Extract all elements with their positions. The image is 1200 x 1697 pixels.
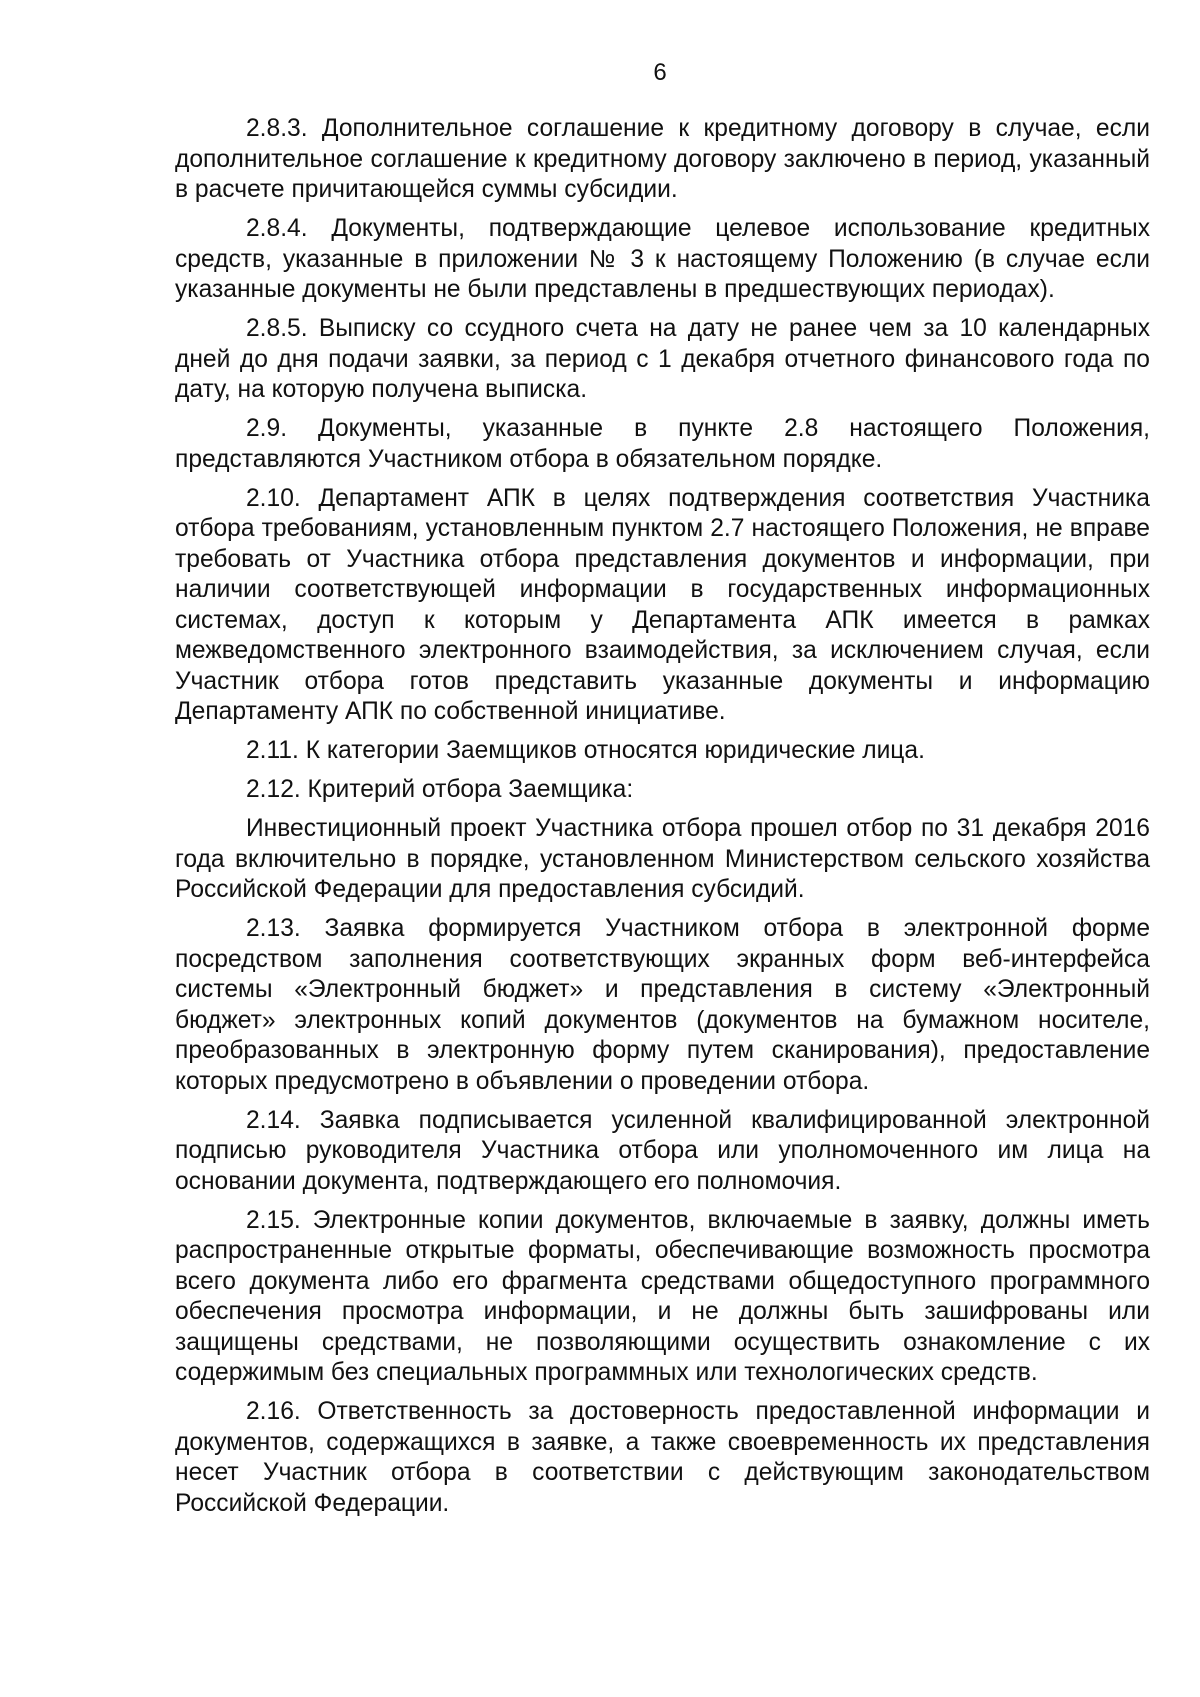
paragraph-2-8-5: 2.8.5. Выписку со ссудного счета на дату не ранее чем за 10 календарных дней до дня подачи заявки, за период с 1 декабря отчетного финансового года по дату, на которую получена выписка. [175, 315, 1150, 403]
paragraph-2-11: 2.11. К категории Заемщиков относятся юридические лица. [246, 737, 925, 764]
paragraph-2-16: 2.16. Ответственность за достоверность предоставленной информации и документов, содержащихся в заявке, а также своевременность их представления несет Участник отбора в соответствии с действующим законодательством Российской Федерации. [175, 1398, 1150, 1517]
paragraph-2-14: 2.14. Заявка подписывается усиленной квалифицированной электронной подписью руководителя Участника отбора или уполномоченного им лица на основании документа, подтверждающего его полномочия. [175, 1106, 1150, 1195]
paragraph-2-15: 2.15. Электронные копии документов, включаемые в заявку, должны иметь распространенные открытые форматы, обеспечивающие возможность просмотра всего документа либо его фрагмента средствами общедоступного программного обеспечения просмотра информации, и не должны быть зашифрованы или защищены средствами, не позволяющими осуществить ознакомление с их содержимым без специальных программных или технологических средств. [175, 1206, 1150, 1386]
paragraph-2-12: 2.12. Критерий отбора Заемщика: [246, 776, 634, 803]
document-body [175, 114, 1150, 1528]
page-number: 6 [653, 59, 667, 86]
paragraph-2-8-3: 2.8.3. Дополнительное соглашение к кредитному договору в случае, если дополнительное соглашение к кредитному договору заключено в период, указанный в расчете причитающейся суммы субсидии. [175, 115, 1150, 203]
paragraph-2-13: 2.13. Заявка формируется Участником отбора в электронной форме посредством заполнения соответствующих экранных форм веб-интерфейса системы «Электронный бюджет» и представления в систему «Электронный бюджет» электронных копий документов (документов на бумажном носителе, преобразованных в электронную форму путем сканирования), предоставление которых предусмотрено в объявлении о проведении отбора. [175, 915, 1150, 1095]
paragraph-2-9: 2.9. Документы, указанные в пункте 2.8 настоящего Положения, представляются Участником отбора в обязательном порядке. [175, 415, 1150, 473]
paragraph-2-12-criterion: Инвестиционный проект Участника отбора прошел отбор по 31 декабря 2016 года включительно в порядке, установленном Министерством сельского хозяйства Российской Федерации для предоставления субсидий. [175, 815, 1150, 903]
paragraph-2-8-4: 2.8.4. Документы, подтверждающие целевое использование кредитных средств, указанные в приложении № 3 к настоящему Положению (в случае если указанные документы не были представлены в предшествующих периодах). [175, 215, 1150, 303]
paragraph-2-10: 2.10. Департамент АПК в целях подтверждения соответствия Участника отбора требованиям, установленным пунктом 2.7 настоящего Положения, не вправе требовать от Участника отбора представления документов и информации, при наличии соответствующей информации в государственных информационных системах, доступ к которым у Департамента АПК имеется в рамках межведомственного электронного взаимодействия, за исключением случая, если Участник отбора готов представить указанные документы и информацию Департаменту АПК по собственной инициативе. [175, 484, 1150, 725]
